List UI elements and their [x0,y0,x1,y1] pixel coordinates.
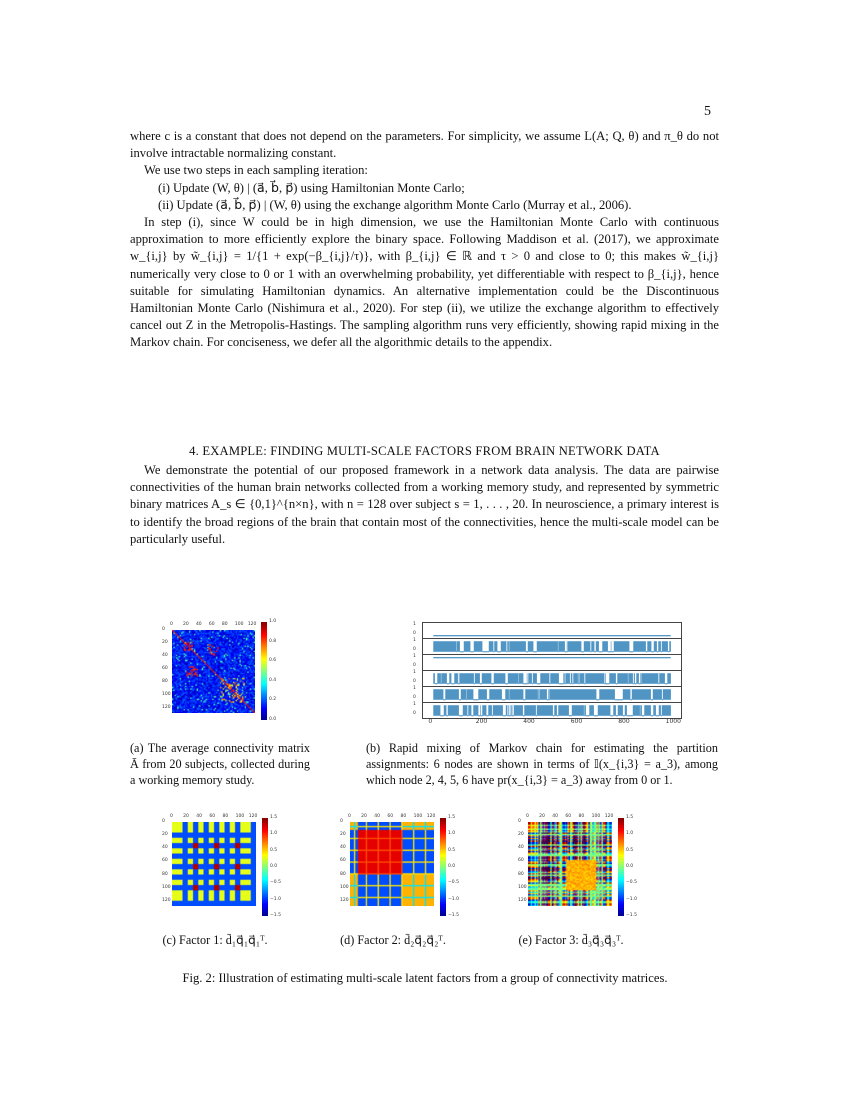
y-tick-label: 1 [413,686,416,691]
caption-d: (d) Factor 2: d̄₂q⃗₂q⃗₂ᵀ. [340,933,446,947]
x-tick-label: 20 [183,814,189,819]
y-tick-label: 0 [413,663,416,668]
x-tick-label: 20 [361,814,367,819]
body-text-2 [130,462,719,548]
colorbar-tick-label: −1.0 [448,896,459,902]
x-tick-label: 100 [235,814,245,819]
x-tick-label: 60 [565,814,572,819]
avg-connectivity-heatmap [172,630,255,713]
colorbar-tick-label: 0.6 [269,658,277,664]
x-tick-label: 80 [222,814,229,819]
y-tick-label: 0 [413,695,416,700]
colorbar-tick-label: −0.5 [448,880,459,886]
y-tick-label: 20 [162,639,168,645]
x-tick-label: 120 [426,814,436,819]
colorbar-tick-label: 1.0 [626,831,634,837]
paragraph: We use two steps in each sampling iteration: [144,163,368,178]
x-tick-label: 1000 [665,718,681,725]
colorbar-tick-label: −1.5 [448,913,459,918]
x-tick-label: 80 [400,814,407,819]
x-tick-label: 40 [196,814,202,819]
x-tick-label: 60 [209,814,216,819]
y-tick-label: 0 [413,647,416,652]
paragraph: We demonstrate the potential of our proposed framework in a network data analysis. The data are pairwise connectivities of the human brain networks collected from a working memory study, and represented by symmetric binary matrices A_s ∈ {0,1}^{n×n}, with n = 128 over subject s = 1, . . . , 20. In neuroscience, a primary interest is to identify the broad regions of the brain that contain most of the connectivities, hence the multi-scale model can be particularly useful. [130,463,719,546]
caption-c: (c) Factor 1: d̄₁q⃗₁q⃗₁ᵀ. [162,933,268,947]
y-tick-label: 60 [340,858,346,864]
x-tick-label: 100 [591,814,601,819]
y-tick-label: 100 [162,691,171,697]
factor1-heatmap [172,822,256,906]
colorbar-tick-label: 0.0 [448,864,456,869]
y-tick-label: 40 [162,845,168,851]
y-tick-label: 120 [518,897,527,903]
avg-connectivity-colorbar [261,622,267,720]
trace-plot-node-4 [422,670,682,687]
x-tick-label: 100 [234,622,244,627]
y-tick-label: 120 [162,897,171,903]
caption-b: (b) Rapid mixing of Markov chain for estimating the partition assignments: 6 nodes are shown in terms of 𝕀(x_{i,3} = a_3), among which node 2, 4, 5, 6 have pr(x_{i,3} = a_3) away from 0 or 1. [366,741,718,787]
x-tick-label: 0 [428,718,433,725]
x-tick-label: 800 [618,718,630,725]
factor3-heatmap [528,822,612,906]
y-tick-label: 40 [518,845,524,851]
x-tick-label: 400 [523,718,535,725]
y-tick-label: 0 [162,627,165,632]
x-tick-label: 200 [475,718,488,725]
colorbar-tick-label: 0.0 [626,864,634,869]
y-tick-label: 40 [340,845,346,851]
y-tick-label: 1 [413,654,416,659]
x-tick-label: 60 [208,622,215,627]
y-tick-label: 1 [413,670,416,675]
y-tick-label: 100 [518,884,527,890]
y-tick-label: 20 [162,832,168,838]
colorbar-tick-label: 1.5 [626,815,634,820]
caption-e: (e) Factor 3: d̄₃q⃗₃q⃗₃ᵀ. [518,933,624,947]
colorbar-tick-label: 0.5 [270,847,278,853]
colorbar-tick-label: 0.0 [269,717,277,722]
y-tick-label: 20 [518,832,524,838]
y-tick-label: 20 [340,832,346,838]
x-tick-label: 0 [526,814,529,819]
x-tick-label: 0 [348,814,351,819]
colorbar-tick-label: −1.5 [270,913,281,918]
colorbar-tick-label: 0.5 [448,847,456,853]
x-tick-label: 600 [570,718,583,725]
colorbar-tick-label: −1.0 [270,896,281,902]
x-tick-label: 40 [374,814,380,819]
y-tick-label: 100 [340,884,349,890]
factor1-colorbar [262,818,268,916]
section-heading: 4. EXAMPLE: FINDING MULTI-SCALE FACTORS FROM BRAIN NETWORK DATA [189,444,660,458]
trace-plot-node-2 [422,638,682,655]
y-tick-label: 60 [162,858,168,864]
colorbar-tick-label: −0.5 [270,880,281,886]
colorbar-tick-label: 1.5 [270,815,278,820]
x-tick-label: 0 [170,622,173,627]
y-tick-label: 100 [162,884,171,890]
x-tick-label: 20 [539,814,545,819]
trace-plot-node-5 [422,686,682,703]
colorbar-tick-label: 1.5 [448,815,456,820]
y-tick-label: 1 [413,622,416,627]
x-tick-label: 120 [247,622,257,627]
colorbar-tick-label: 0.5 [626,847,634,853]
y-tick-label: 0 [340,819,343,824]
y-tick-label: 80 [518,871,524,877]
y-tick-label: 1 [413,702,416,707]
x-tick-label: 40 [552,814,558,819]
y-tick-label: 0 [413,631,416,636]
x-tick-label: 120 [248,814,258,819]
y-tick-label: 1 [413,638,416,643]
colorbar-tick-label: −1.0 [626,896,637,902]
trace-plot-node-3 [422,654,682,671]
colorbar-tick-label: 0.2 [269,697,277,703]
x-tick-label: 80 [578,814,585,819]
list-item: (i) Update (W, θ) | (a⃗, b⃗, p⃗) using Hamiltonian Monte Carlo; [158,180,465,195]
colorbar-tick-label: −0.5 [626,880,637,886]
x-tick-label: 100 [413,814,423,819]
y-tick-label: 80 [162,871,168,877]
y-tick-label: 120 [162,704,171,710]
x-tick-label: 80 [221,622,228,627]
factor2-heatmap [350,822,434,906]
paragraph: where c is a constant that does not depend on the parameters. For simplicity, we assume L(A; Q, θ) and π_θ do not involve intractable normalizing constant. [130,129,719,161]
colorbar-tick-label: 1.0 [448,831,456,837]
trace-plot-node-1 [422,622,682,639]
x-tick-label: 40 [195,622,202,627]
x-tick-label: 60 [387,814,394,819]
x-tick-label: 20 [182,622,189,627]
y-tick-label: 40 [162,652,168,658]
colorbar-tick-label: 1.0 [269,619,277,624]
colorbar-tick-label: 0.8 [269,638,277,644]
paragraph: In step (i), since W could be in high dimension, we use the Hamiltonian Monte Carlo with continuous approximation to more efficiently explore the binary space. Following Maddison et al. (2017), we approximate w_{i,j} by w̃_{i,j} = 1/{1 + exp(−β_{i,j}/τ)}, with β_{i,j} ∈ ℝ and τ > 0 and close to 0; this makes w̃_{i,j} numerically very close to 0 or 1 with an overwhelming probability, yet differentiable with respect to β_{i,j}, hence suitable for simulating Hamiltonian dynamics. An alternative implementation could be the Discontinuous Hamiltonian Monte Carlo (Nishimura et al., 2020). For step (ii), we utilize the exchange algorithm to effectively cancel out Z in the Metropolis-Hastings. The sampling algorithm runs very efficiently, showing rapid mixing in the Markov chain. For conciseness, we defer all the algorithmic details to the appendix. [130,215,719,350]
y-tick-label: 60 [518,858,524,864]
y-tick-label: 0 [413,679,416,684]
body-text-1 [130,128,719,352]
colorbar-tick-label: 0.4 [269,677,277,683]
figure-caption: Fig. 2: Illustration of estimating multi-scale latent factors from a group of connectivity matrices. [182,971,668,985]
x-tick-label: 120 [604,814,614,819]
list-item: (ii) Update (a⃗, b⃗, p⃗) | (W, θ) using the exchange algorithm Monte Carlo (Murray et al., 2006). [158,197,632,212]
trace-plot-node-6 [422,702,682,719]
factor2-colorbar [440,818,446,916]
colorbar-tick-label: 1.0 [270,831,278,837]
y-tick-label: 120 [340,897,349,903]
colorbar-tick-label: 0.0 [270,864,278,869]
colorbar-tick-label: −1.5 [626,913,637,918]
y-tick-label: 80 [162,678,168,684]
factor3-colorbar [618,818,624,916]
y-tick-label: 80 [340,871,346,877]
y-tick-label: 60 [162,665,168,671]
page-number: 5 [704,104,711,119]
x-tick-label: 0 [170,814,173,819]
y-tick-label: 0 [518,819,521,824]
y-tick-label: 0 [162,819,165,824]
caption-a: (a) The average connectivity matrix Ā from 20 subjects, collected during a working memory study. [130,741,310,787]
y-tick-label: 0 [413,711,416,716]
